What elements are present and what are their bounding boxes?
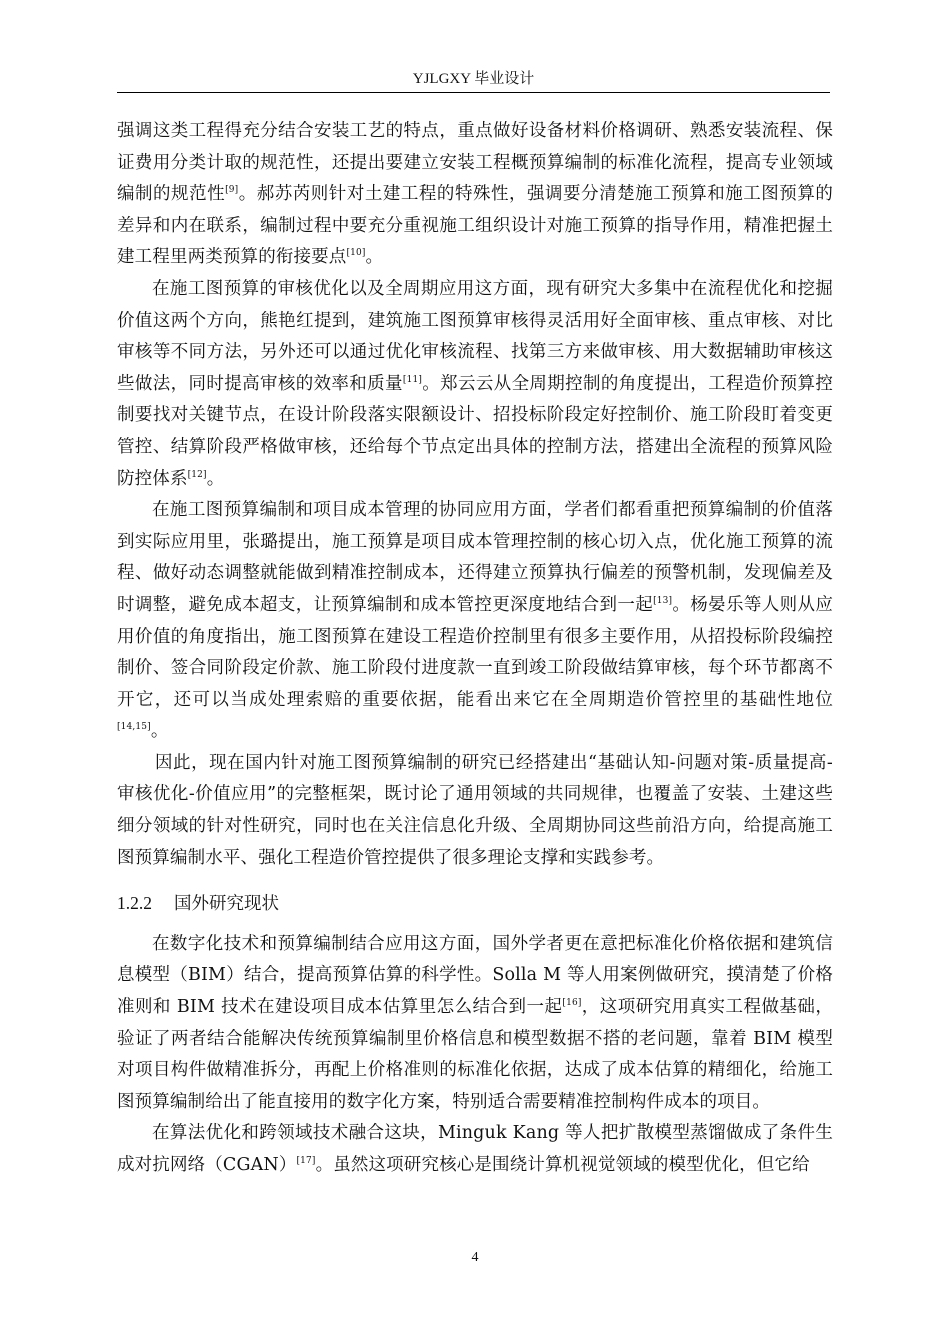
section-title: 国外研究现状 bbox=[174, 894, 279, 915]
paragraph-text: 在算法优化和跨领域技术融合这块，Minguk Kang 等人把扩散模型蒸馏做成了条件生成对抗网络（CGAN） bbox=[117, 1123, 833, 1175]
paragraph-text: 因此，现在国内针对施工图预算编制的研究已经搭建出“基础认知-问题对策-质量提高-审核优化-价值应用”的完整框架，既讨论了通用领域的共同规律，也覆盖了安装、土建这些细分领域的针对性研究，同时也在关注信息化升级、全周期协同这些前沿方向，给提高施工图预算编制水平、强化工程造价管控提供了很多理论支撑和实践参考。 bbox=[117, 752, 833, 868]
citation-ref: [12] bbox=[187, 469, 207, 480]
paragraph-text: 在数字化技术和预算编制结合应用这方面，国外学者更在意把标准化价格依据和建筑信息模型（BIM）结合，提高预算估算的科学性。Solla M 等人用案例做研究，摸清楚了价格准则和 BIM 技术在建设项目成本估算里怎么结合到一起 bbox=[117, 933, 833, 1018]
paragraph-text: 。虽然这项研究核心是围绕计算机视觉领域的模型优化，但它给 bbox=[315, 1155, 810, 1175]
paragraph-1 bbox=[117, 116, 833, 274]
header-rule bbox=[117, 92, 830, 93]
paragraph-2 bbox=[117, 274, 833, 495]
paragraph-5 bbox=[117, 929, 833, 1119]
paragraph-text: 。 bbox=[365, 247, 384, 268]
paragraph-text: ，这项研究用真实工程做基础，验证了两者结合能解决传统预算编制里价格信息和模型数据不搭的老问题，靠着 BIM 模型对项目构件做精准拆分，再配上价格准则的标准化依据，达成了成本估算的精细化，给施工图预算编制给出了能直接用的数字化方案，特别适合需要精准控制构件成本的项目。 bbox=[117, 997, 833, 1112]
citation-ref: [16] bbox=[562, 998, 582, 1009]
paragraph-text: 。 bbox=[150, 721, 169, 742]
section-heading bbox=[117, 888, 833, 921]
paragraph-text: 。杨晏乐等人则从应用价值的角度指出，施工图预算在建设工程造价控制里有很多主要作用，从招投标阶段编控制价、签合同阶段定价款、施工阶段付进度款一直到竣工阶段做结算审核，每个环节都离不开它，还可以当成处理索赔的重要依据，能看出来它在全周期造价管控里的基础性地位 bbox=[117, 594, 833, 710]
paragraph-3 bbox=[117, 495, 833, 748]
citation-ref: [10] bbox=[346, 248, 366, 259]
paragraph-text: 强调这类工程得充分结合安装工艺的特点，重点做好设备材料价格调研、熟悉安装流程、保证费用分类计取的规范性，还提出要建立安装工程概预算编制的标准化流程，提高专业领域编制的规范性 bbox=[117, 121, 833, 205]
paragraph-text: 。郝苏芮则针对土建工程的特殊性，强调要分清楚施工预算和施工图预算的差异和内在联系，编制过程中要充分重视施工组织设计对施工预算的指导作用，精准把握土建工程里两类预算的衔接要点 bbox=[117, 184, 833, 268]
paragraph-4 bbox=[117, 748, 833, 874]
body-text bbox=[117, 116, 833, 1182]
running-header: YJLGXY 毕业设计 bbox=[412, 71, 535, 87]
paragraph-text: 。 bbox=[206, 468, 225, 489]
paragraph-text: 在施工图预算编制和项目成本管理的协同应用方面，学者们都看重把预算编制的价值落到实际应用里，张璐提出，施工预算是项目成本管理控制的核心切入点，优化施工预算的流程、做好动态调整就能做到精准控制成本，还得建立预算执行偏差的预警机制，发现偏差及时调整，避免成本超支，让预算编制和成本管控更深度地结合到一起 bbox=[117, 500, 833, 615]
paragraph-text: 在施工图预算的审核优化以及全周期应用这方面，现有研究大多集中在流程优化和挖掘价值这两个方向，熊艳红提到，建筑施工图预算审核得灵活用好全面审核、重点审核、对比审核等不同方法，另外还可以通过优化审核流程、找第三方来做审核、用大数据辅助审核这些做法，同时提高审核的效率和质量 bbox=[117, 278, 833, 394]
citation-ref: [9] bbox=[225, 185, 239, 196]
citation-ref: [14,15] bbox=[117, 722, 151, 733]
paragraph-text: 。郑云云从全周期控制的角度提出，工程造价预算控制要找对关键节点，在设计阶段落实限额设计、招投标阶段定好控制价、施工阶段盯着变更管控、结算阶段严格做审核，还给每个节点定出具体的控制方法，搭建出全流程的预算风险防控体系 bbox=[117, 373, 833, 489]
section-number: 1.2.2 bbox=[117, 893, 152, 914]
citation-ref: [17] bbox=[296, 1156, 316, 1166]
citation-ref: [13] bbox=[653, 595, 673, 606]
page-number: 4 bbox=[471, 1250, 479, 1265]
citation-ref: [11] bbox=[402, 374, 422, 385]
paragraph-6 bbox=[117, 1118, 833, 1181]
